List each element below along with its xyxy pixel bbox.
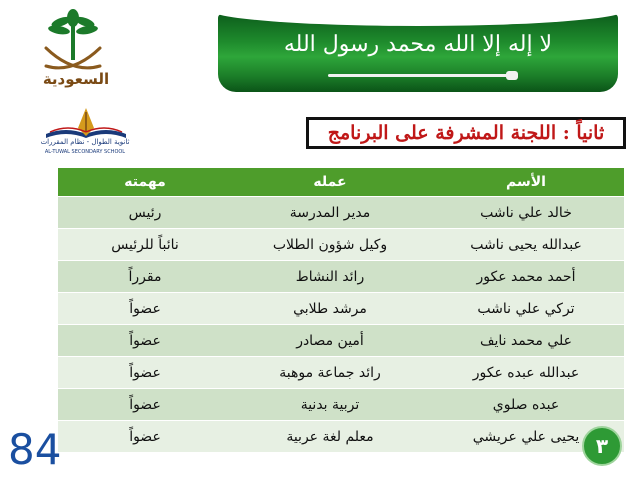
cell-job: رائد جماعة موهبة xyxy=(232,357,428,389)
cell-role: مقرراً xyxy=(58,261,232,293)
cell-job: معلم لغة عربية xyxy=(232,421,428,453)
flag-calligraphy: لا إله إلا الله محمد رسول الله xyxy=(283,32,553,57)
emblem-label: السعودية xyxy=(42,70,110,88)
header-job: عمله xyxy=(232,168,428,197)
table-row xyxy=(58,293,624,325)
table-row xyxy=(58,261,624,293)
header-name: الأسم xyxy=(428,168,624,197)
cell-name: عبده صلوي xyxy=(428,389,624,421)
saudi-flag-banner xyxy=(218,14,618,92)
cell-name: عبدالله يحيى ناشب xyxy=(428,229,624,261)
cell-job: تربية بدنية xyxy=(232,389,428,421)
cell-role: عضواً xyxy=(58,389,232,421)
cell-name: خالد علي ناشب xyxy=(428,197,624,229)
cell-job: مرشد طلابي xyxy=(232,293,428,325)
cell-role: عضواً xyxy=(58,357,232,389)
table-header-row xyxy=(58,168,624,197)
table-row xyxy=(58,197,624,229)
page-number: 84 xyxy=(8,425,62,474)
cell-name: تركي علي ناشب xyxy=(428,293,624,325)
table-row xyxy=(58,389,624,421)
table-row xyxy=(58,421,624,453)
cell-name: يحيى علي عريشي xyxy=(428,421,624,453)
cell-role: عضواً xyxy=(58,325,232,357)
section-title: ثانياً : اللجنة المشرفة على البرنامج xyxy=(327,122,605,144)
cell-role: رئيس xyxy=(58,197,232,229)
table-row xyxy=(58,325,624,357)
cell-role: عضواً xyxy=(58,421,232,453)
cell-job: أمين مصادر xyxy=(232,325,428,357)
school-name-arabic: ثانوية الطوال - نظام المقررات xyxy=(40,138,130,146)
table-row xyxy=(58,229,624,261)
cell-role: نائباً للرئيس xyxy=(58,229,232,261)
slide-number-badge: ٣ xyxy=(582,426,622,466)
cell-name: أحمد محمد عكور xyxy=(428,261,624,293)
cell-name: علي محمد نايف xyxy=(428,325,624,357)
cell-job: رائد النشاط xyxy=(232,261,428,293)
cell-role: عضواً xyxy=(58,293,232,325)
school-name-english: AL-TUWAL SECONDARY SCHOOL xyxy=(44,149,126,155)
cell-job: وكيل شؤون الطلاب xyxy=(232,229,428,261)
section-title-box xyxy=(306,117,626,149)
committee-table xyxy=(58,168,624,452)
sword-icon xyxy=(328,74,508,77)
table-row xyxy=(58,357,624,389)
header-role: مهمته xyxy=(58,168,232,197)
cell-name: عبدالله عبده عكور xyxy=(428,357,624,389)
cell-job: مدير المدرسة xyxy=(232,197,428,229)
